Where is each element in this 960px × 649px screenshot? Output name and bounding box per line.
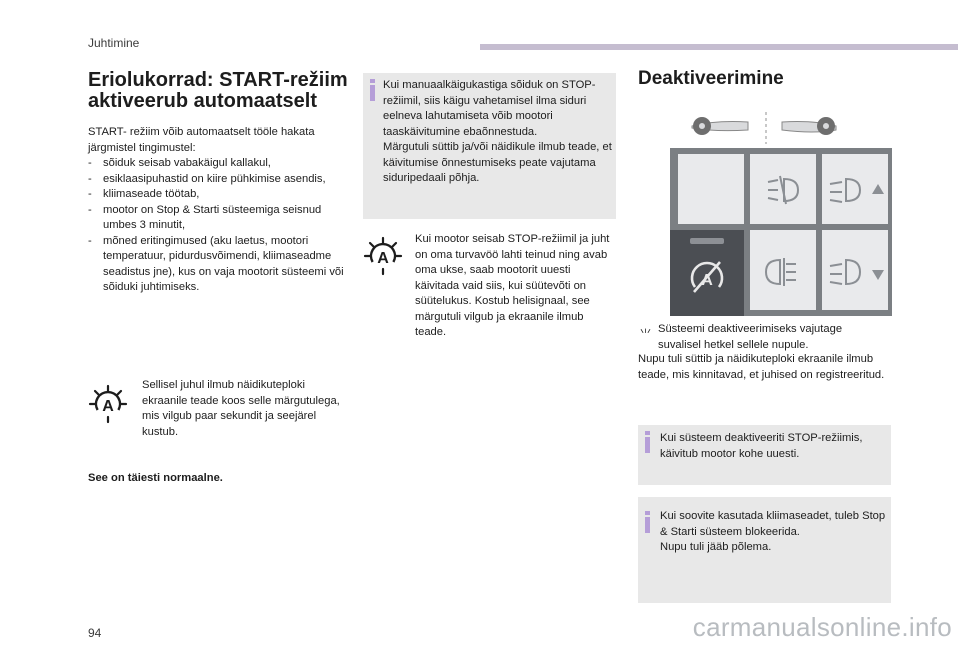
info-box-restart [638,425,891,485]
fog-lamp-icon [750,154,816,224]
condition-item: - esiklaasipuhastid on kiire pühkimise asendis, [88,172,350,188]
info-icon [370,79,375,101]
panel-button [678,154,744,224]
info-climate-text: Kui soovite kasutada kliimaseadet, tuleb Stop & Starti süsteem blokeerida. Nupu tuli jääb põlema. [660,510,886,553]
headlamp-adjust-up-button [822,154,888,224]
stop-start-off-icon [684,254,730,300]
step-instruction [638,322,888,353]
svg-text:A: A [377,250,389,267]
svg-text:A: A [701,272,713,289]
left-intro: START- režiim võib automaatselt tööle hakata järgmistel tingimustel: [88,126,315,154]
page-number: 94 [88,626,102,640]
rear-fog-button [750,154,816,224]
button-indicator-light [690,238,724,244]
note-stop-text: Kui mootor seisab STOP-režiimil ja juht on oma turvavöö lahti teinud ning avab oma ukse, saab mootorit uuesti käivitada vaid siis, kui süütevõti on süütelukus. Kostub helisignaal, see märgutuli vilgub ja ekraanile ilmub teade. [415,233,610,338]
flag-bullet-icon: 🗤 [640,324,652,336]
info-icon [645,511,650,533]
note-auto-text: Sellisel juhul ilmub näidikuteploki ekraanile teade koos selle märgutulega, mis vilgub paar sekundit ja seejärel kustub. [142,379,340,438]
condition-item: - mootor on Stop & Starti süsteemiga seisnud umbes 3 minutit, [88,203,350,234]
stop-start-warning-icon [363,236,403,276]
conditions-list [88,156,350,296]
headlamp-level-down-icon [822,230,888,310]
info-box-climate [638,497,891,603]
section-label: Juhtimine [88,36,140,50]
front-fog-button [750,230,816,310]
front-fog-icon [750,230,816,310]
stop-start-warning-icon [88,384,128,424]
stop-start-button [670,230,744,316]
steering-position-icon [686,110,846,146]
condition-item: - sõiduk seisab vabakäigul kallakul, [88,156,350,172]
result-text: Nupu tuli süttib ja näidikuteploki ekraanile ilmub teade, mis kinnitavad, et juhised on registreeritud. [638,353,885,381]
header-bar [480,44,958,50]
condition-item: - kliimaseade töötab, [88,187,350,203]
condition-item: - mõned eritingimused (aku laetus, mootori temperatuur, pidurdusvõimendi, kliimaseadme seadistus jne), kus on vaja mootorit süsteemi või sõiduki juhtimiseks. [88,234,350,296]
info-restart-text: Kui süsteem deaktiveeriti STOP-režiimis, käivitub mootor kohe uuesti. [660,432,863,460]
left-title: Eriolukorrad: START-režiim aktiveerub automaatselt [88,69,348,112]
headlamp-level-up-icon [822,154,888,224]
normal-note: See on täiesti normaalne. [88,472,223,484]
info-icon [645,431,650,453]
step-text: Süsteemi deaktiveerimiseks vajutage suvalisel hetkel sellele nupule. [658,323,843,351]
headlamp-adjust-down-button [822,230,888,310]
control-panel-illustration [670,148,892,316]
info-box-manual [363,73,616,219]
info-manual-text: Kui manuaalkäigukastiga sõiduk on STOP-režiimil, siis käigu vahetamisel ilma siduri eelneva lahutamiseta võib mootori taaskäivitumine ebaõnnestuda. Märgutuli süttib ja/või näidikule ilmub teade, et käivitumise õnnestumiseks peate vajutama siduripedaali põhja. [383,79,612,184]
right-title: Deaktiveerimine [638,68,784,89]
watermark: carmanualsonline.info [692,612,952,642]
svg-text:A: A [102,398,114,415]
